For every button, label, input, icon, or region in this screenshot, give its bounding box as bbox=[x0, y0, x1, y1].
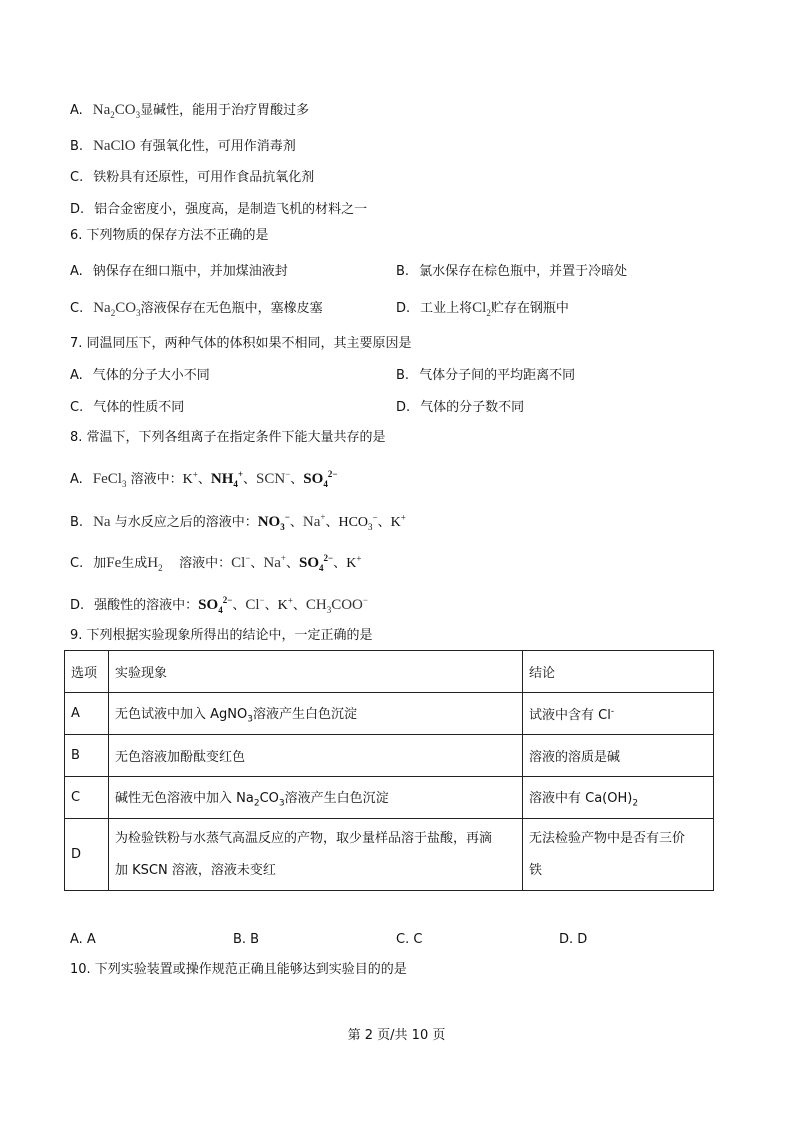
table-cell: 碱性无色溶液中加入 $Na_2CO_3$溶液产生白色沉淀 bbox=[109, 777, 523, 819]
q7-option-a: A. 气体的分子大小不同 bbox=[70, 368, 210, 383]
ion: K+ bbox=[346, 553, 362, 571]
table-cell: C bbox=[65, 777, 109, 819]
q6-stem: 6. 下列物质的保存方法不正确的是 bbox=[70, 228, 269, 243]
formula: $H_2$ bbox=[147, 555, 163, 573]
table-cell: 溶液的溶质是碱 bbox=[523, 735, 714, 777]
q8-option-c: C. 加Fe生成$H_2$ 溶液中：Cl−、Na+、$SO_4^{2-}$、K+ bbox=[70, 553, 362, 573]
table-cell: D bbox=[65, 819, 109, 891]
table-header-cell: 实验现象 bbox=[109, 651, 523, 693]
q6-option-d: D. 工业上将$Cl_2$贮存在钢瓶中 bbox=[396, 300, 569, 318]
q8-option-a: A. FeCl$_3$ 溶液中：K+、$NH_4^+$、SCN−、$SO_4^{2-}$ bbox=[70, 469, 338, 489]
table-header-row bbox=[65, 651, 714, 693]
q5-option-b: B. NaClO 有强氧化性，可用作消毒剂 bbox=[70, 138, 296, 154]
formula: $Na_2CO_3$ bbox=[93, 300, 141, 318]
ion: K+ bbox=[277, 595, 293, 613]
formula: Na bbox=[93, 514, 111, 530]
table-cell: A bbox=[65, 693, 109, 735]
ion: $HCO_3^-$ bbox=[338, 512, 378, 532]
ion: $SO_4^{2-}$ bbox=[299, 553, 334, 573]
q9-answer-c: C. C bbox=[396, 932, 423, 947]
q9-answer-b: B. B bbox=[233, 932, 260, 947]
q6-option-c: C. $Na_2CO_3$溶液保存在无色瓶中，塞橡皮塞 bbox=[70, 300, 323, 318]
ion: Na+ bbox=[302, 512, 326, 530]
ion: Cl− bbox=[245, 595, 265, 613]
table-header-cell: 选项 bbox=[65, 651, 109, 693]
q5-option-c: C. 铁粉具有还原性，可用作食品抗氧化剂 bbox=[70, 170, 315, 185]
ion: $SO_4^{2-}$ bbox=[198, 595, 233, 615]
table-cell: 无法检验产物中是否有三价 铁 bbox=[523, 819, 714, 891]
ion: $NH_4^+$ bbox=[210, 469, 243, 489]
page-footer: 第 2 页/共 10 页 bbox=[347, 1028, 446, 1043]
q8-stem: 8. 常温下，下列各组离子在指定条件下能大量共存的是 bbox=[70, 430, 386, 445]
table-cell: 无色试液中加入 AgNO$_3$溶液产生白色沉淀 bbox=[109, 693, 523, 735]
formula: NaClO bbox=[93, 138, 136, 154]
table-row bbox=[65, 777, 714, 819]
ion: K+ bbox=[182, 469, 198, 487]
ion: Cl− bbox=[231, 553, 251, 571]
experiment-table bbox=[64, 650, 714, 891]
ion: SCN− bbox=[256, 469, 291, 487]
q7-option-b: B. 气体分子间的平均距离不同 bbox=[396, 368, 576, 383]
q5-option-a: A. $Na_2CO_3$显碱性，能用于治疗胃酸过多 bbox=[70, 102, 310, 120]
table-cell: 无色溶液加酚酞变红色 bbox=[109, 735, 523, 777]
table-cell: 为检验铁粉与水蒸气高温反应的产物，取少量样品溶于盐酸，再滴 加 KSCN 溶液，溶液未变红 bbox=[109, 819, 523, 891]
formula: FeCl$_3$ bbox=[92, 471, 127, 489]
q8-option-b: B. Na 与水反应之后的溶液中：$NO_3^-$、Na+、$HCO_3^-$、K+ bbox=[70, 512, 406, 532]
q7-option-d: D. 气体的分子数不同 bbox=[396, 400, 525, 415]
q6-option-b: B. 氯水保存在棕色瓶中，并置于冷暗处 bbox=[396, 264, 628, 279]
ion: $CH_3COO^-$ bbox=[305, 595, 368, 615]
formula: Fe bbox=[106, 555, 122, 571]
table-header-cell: 结论 bbox=[523, 651, 714, 693]
q7-option-c: C. 气体的性质不同 bbox=[70, 400, 185, 415]
q5-option-d: D. 铝合金密度小，强度高，是制造飞机的材料之一 bbox=[70, 202, 368, 217]
q8-option-d: D. 强酸性的溶液中：$SO_4^{2-}$、Cl−、K+、$CH_3COO^-$ bbox=[70, 595, 368, 615]
formula: $Na_2CO_3$ bbox=[92, 102, 141, 120]
table-row bbox=[65, 819, 714, 891]
ion: Na+ bbox=[263, 553, 286, 571]
table-cell: 溶液中有 $Ca(OH)_2$ bbox=[523, 777, 714, 819]
ion: $SO_4^{2-}$ bbox=[303, 469, 338, 489]
ion: K+ bbox=[390, 512, 406, 530]
table-row bbox=[65, 693, 714, 735]
table-row bbox=[65, 735, 714, 777]
formula: $Cl_2$ bbox=[472, 300, 491, 318]
q6-option-a: A. 钠保存在细口瓶中，并加煤油液封 bbox=[70, 264, 288, 279]
table-cell: 试液中含有 Cl- bbox=[523, 693, 714, 735]
q9-stem: 9. 下列根据实验现象所得出的结论中，一定正确的是 bbox=[70, 628, 373, 643]
q7-stem: 7. 同温同压下，两种气体的体积如果不相同，其主要原因是 bbox=[70, 336, 412, 351]
q9-answer-d: D. D bbox=[559, 932, 588, 947]
q10-stem: 10. 下列实验装置或操作规范正确且能够达到实验目的的是 bbox=[70, 962, 407, 977]
q9-answer-a: A. A bbox=[70, 932, 96, 947]
ion: $NO_3^-$ bbox=[257, 512, 290, 532]
table-cell: B bbox=[65, 735, 109, 777]
